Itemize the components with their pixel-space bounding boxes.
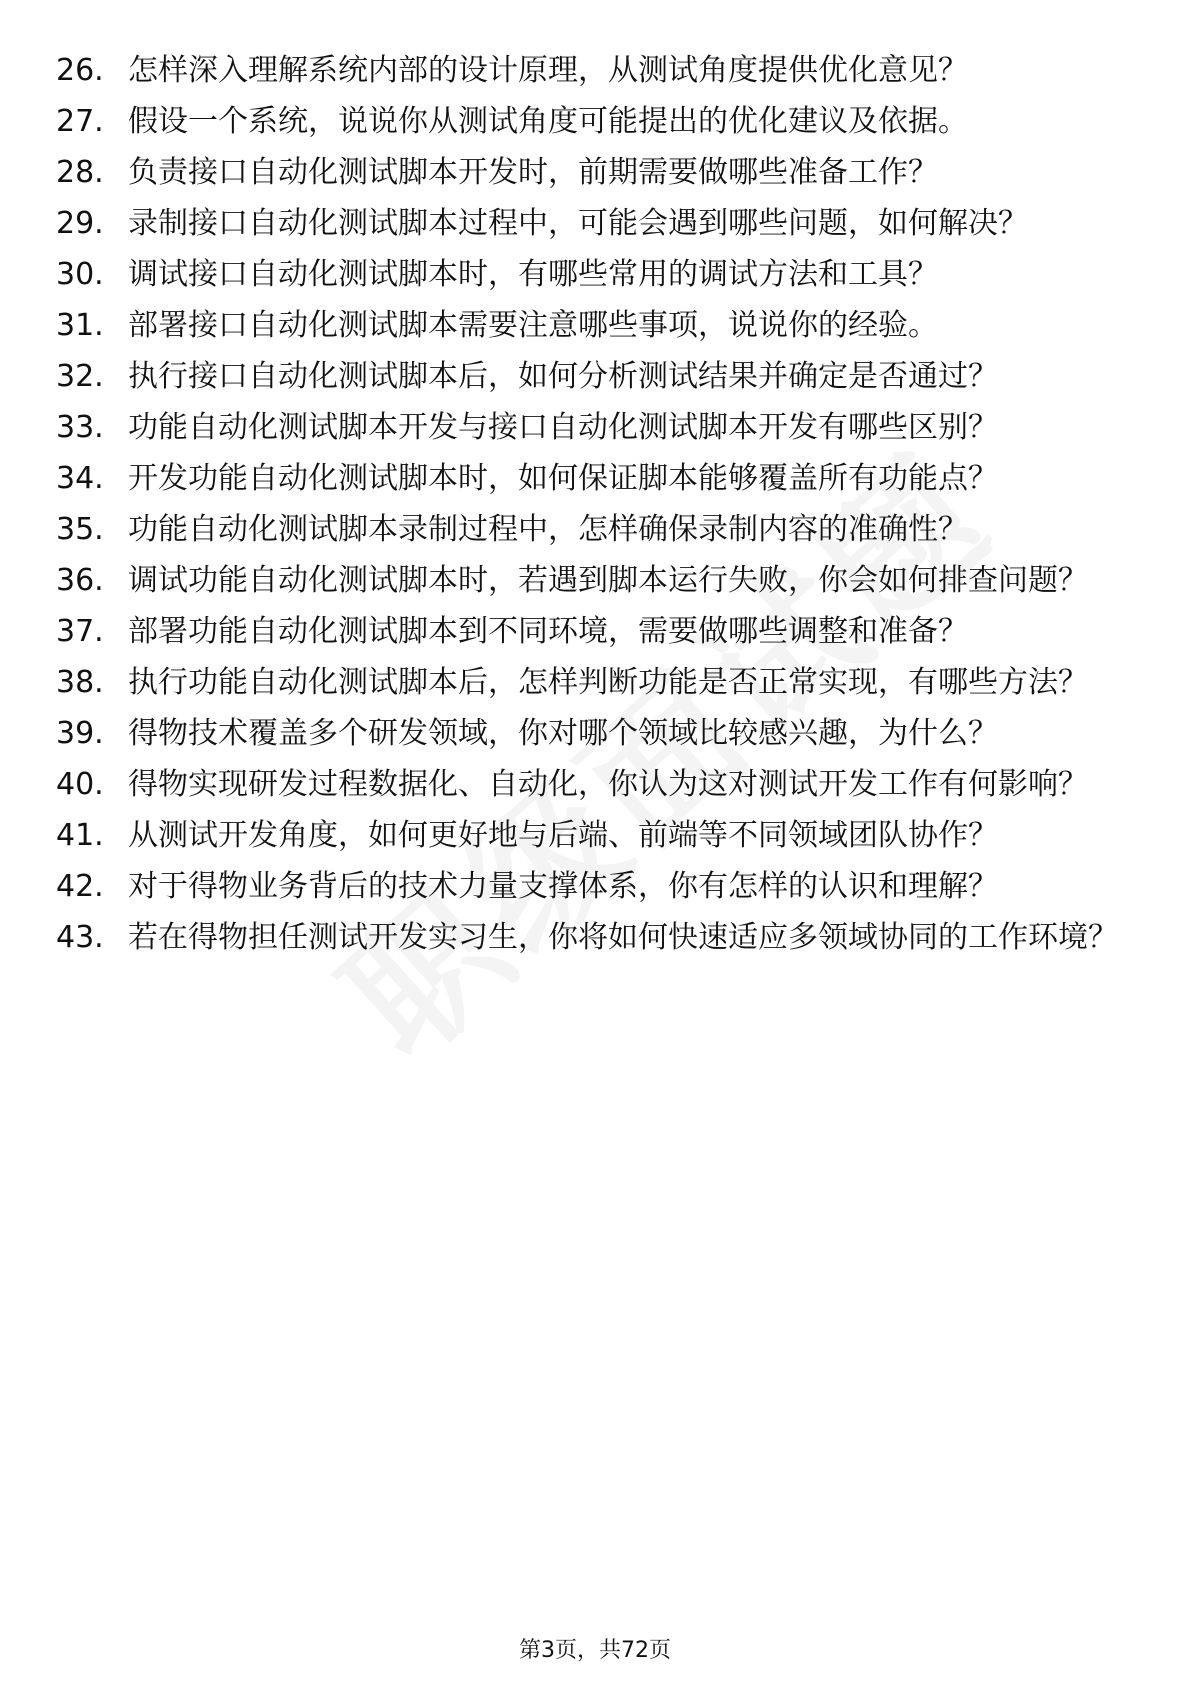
question-item-36 bbox=[0, 562, 1190, 599]
question-number: 26. bbox=[56, 53, 104, 88]
question-item-37 bbox=[0, 613, 1190, 650]
question-item-26 bbox=[0, 52, 1190, 89]
question-number: 35. bbox=[56, 512, 104, 547]
question-item-33 bbox=[0, 409, 1190, 446]
question-number: 32. bbox=[56, 359, 104, 394]
question-text: 部署接口自动化测试脚本需要注意哪些事项，说说你的经验。 bbox=[128, 308, 938, 343]
question-number: 27. bbox=[56, 104, 104, 139]
question-item-32 bbox=[0, 358, 1190, 395]
question-text: 调试接口自动化测试脚本时，有哪些常用的调试方法和工具？ bbox=[128, 257, 938, 292]
question-number: 41. bbox=[56, 818, 104, 853]
question-text: 录制接口自动化测试脚本过程中，可能会遇到哪些问题，如何解决？ bbox=[128, 206, 1028, 241]
question-text: 执行功能自动化测试脚本后，怎样判断功能是否正常实现，有哪些方法？ bbox=[128, 665, 1088, 700]
question-item-29 bbox=[0, 205, 1190, 242]
question-number: 39. bbox=[56, 716, 104, 751]
question-text: 得物技术覆盖多个研发领域，你对哪个领域比较感兴趣，为什么？ bbox=[128, 716, 998, 751]
question-item-40 bbox=[0, 766, 1190, 803]
question-number: 43. bbox=[56, 920, 104, 955]
question-item-34 bbox=[0, 460, 1190, 497]
question-text: 部署功能自动化测试脚本到不同环境，需要做哪些调整和准备？ bbox=[128, 614, 968, 649]
question-number: 33. bbox=[56, 410, 104, 445]
page-footer bbox=[0, 1633, 1190, 1664]
question-number: 38. bbox=[56, 665, 104, 700]
question-text: 调试功能自动化测试脚本时，若遇到脚本运行失败，你会如何排查问题？ bbox=[128, 563, 1088, 598]
question-item-41 bbox=[0, 817, 1190, 854]
question-text: 功能自动化测试脚本录制过程中，怎样确保录制内容的准确性？ bbox=[128, 512, 968, 547]
question-item-43 bbox=[0, 919, 1190, 956]
question-number: 34. bbox=[56, 461, 104, 496]
question-text: 若在得物担任测试开发实习生，你将如何快速适应多领域协同的工作环境？ bbox=[128, 920, 1118, 955]
page-number-label: 第3页，共72页 bbox=[519, 1638, 671, 1663]
question-number: 31. bbox=[56, 308, 104, 343]
question-item-31 bbox=[0, 307, 1190, 344]
question-item-42 bbox=[0, 868, 1190, 905]
question-item-39 bbox=[0, 715, 1190, 752]
question-text: 开发功能自动化测试脚本时，如何保证脚本能够覆盖所有功能点？ bbox=[128, 461, 998, 496]
question-number: 30. bbox=[56, 257, 104, 292]
question-item-35 bbox=[0, 511, 1190, 548]
question-number: 36. bbox=[56, 563, 104, 598]
question-text: 得物实现研发过程数据化、自动化，你认为这对测试开发工作有何影响？ bbox=[128, 767, 1088, 802]
question-number: 29. bbox=[56, 206, 104, 241]
question-text: 假设一个系统，说说你从测试角度可能提出的优化建议及依据。 bbox=[128, 104, 968, 139]
question-text: 怎样深入理解系统内部的设计原理，从测试角度提供优化意见？ bbox=[128, 53, 968, 88]
question-number: 42. bbox=[56, 869, 104, 904]
question-item-27 bbox=[0, 103, 1190, 140]
question-number: 28. bbox=[56, 155, 104, 190]
question-text: 从测试开发角度，如何更好地与后端、前端等不同领域团队协作？ bbox=[128, 818, 998, 853]
question-text: 功能自动化测试脚本开发与接口自动化测试脚本开发有哪些区别？ bbox=[128, 410, 998, 445]
question-text: 执行接口自动化测试脚本后，如何分析测试结果并确定是否通过？ bbox=[128, 359, 998, 394]
question-item-38 bbox=[0, 664, 1190, 701]
question-text: 对于得物业务背后的技术力量支撑体系，你有怎样的认识和理解？ bbox=[128, 869, 998, 904]
question-text: 负责接口自动化测试脚本开发时，前期需要做哪些准备工作？ bbox=[128, 155, 938, 190]
question-item-30 bbox=[0, 256, 1190, 293]
question-list bbox=[0, 52, 1190, 970]
question-number: 40. bbox=[56, 767, 104, 802]
question-number: 37. bbox=[56, 614, 104, 649]
question-item-28 bbox=[0, 154, 1190, 191]
